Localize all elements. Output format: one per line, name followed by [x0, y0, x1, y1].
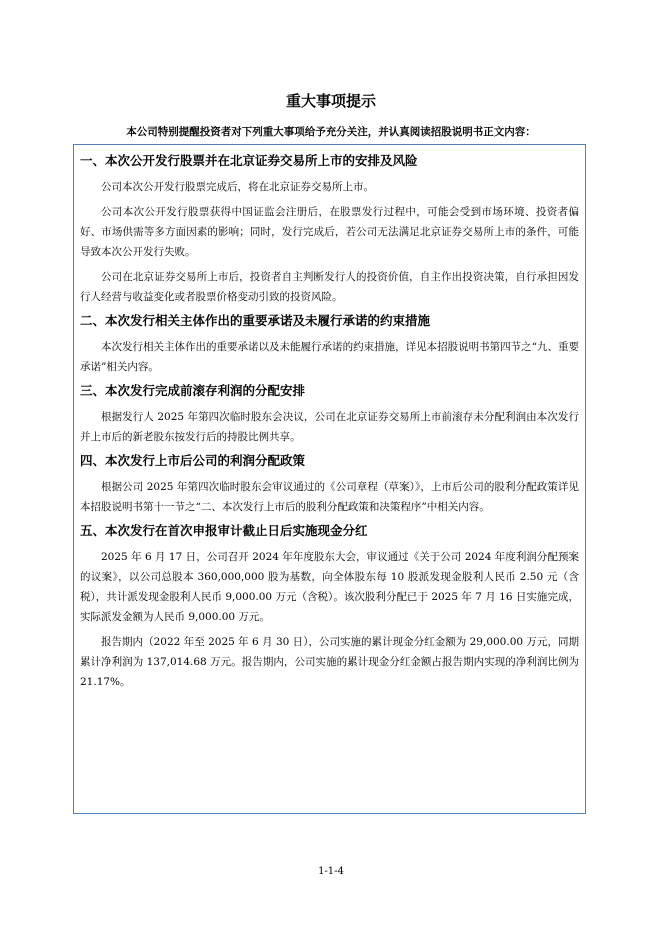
- section-heading: 一、本次公开发行股票并在北京证券交易所上市的安排及风险: [80, 153, 418, 168]
- page-title: 重大事项提示: [285, 92, 376, 110]
- page-number: 1-1-4: [318, 866, 344, 877]
- section-heading: 二、本次发行相关主体作出的重要承诺及未履行承诺的约束措施: [80, 313, 431, 328]
- section-heading: 三、本次发行完成前滚存利润的分配安排: [80, 383, 306, 398]
- section-4: [80, 452, 579, 517]
- section-heading: 五、本次发行在首次申报审计截止日后实施现金分红: [80, 523, 368, 538]
- paragraph: 根据公司 2025 年第四次临时股东会审议通过的《公司章程（草案）》，上市后公司的股利分配政策详见本招股说明书第十一节之“二、本次发行上市后的股利分配政策和决策程序”中相关内容。: [80, 481, 579, 513]
- paragraph: 公司在北京证券交易所上市后，投资者自主判断发行人的投资价值，自主作出投资决策，自行承担因发行人经营与收益变化或者股票价格变动引致的投资风险。: [80, 271, 579, 303]
- section-1: [80, 152, 579, 307]
- paragraph: 本次发行相关主体作出的重要承诺以及未能履行承诺的约束措施，详见本招股说明书第四节之“九、重要承诺”相关内容。: [80, 341, 579, 373]
- investor-notice: 本公司特别提醒投资者对下列重大事项给予充分关注，并认真阅读招股说明书正文内容：: [126, 126, 536, 138]
- section-3: [80, 382, 579, 447]
- paragraph: 根据发行人 2025 年第四次临时股东会决议，公司在北京证券交易所上市前滚存未分配利润由本次发行并上市后的新老股东按发行后的持股比例共享。: [80, 411, 579, 443]
- section-5: [80, 522, 579, 692]
- section-heading: 四、本次发行上市后公司的利润分配政策: [80, 453, 306, 468]
- major-matters-box: [73, 144, 586, 814]
- paragraph: 公司本次公开发行股票获得中国证监会注册后，在股票发行过程中，可能会受到市场环境、投资者偏好、市场供需等多方面因素的影响；同时，发行完成后，若公司无法满足北京证券交易所上市的条件，可能导致本次公开发行失败。: [80, 206, 579, 258]
- paragraph: 报告期内（2022 年至 2025 年 6 月 30 日），公司实施的累计现金分红金额为 29,000.00 万元，同期累计净利润为 137,014.68 万元。报告期内，公司实施的累计现金分红金额占报告期内实现的净利润比例为 21.17%。: [80, 636, 579, 688]
- section-2: [80, 312, 579, 377]
- paragraph: 2025 年 6 月 17 日，公司召开 2024 年年度股东大会，审议通过《关于公司 2024 年度利润分配预案的议案》，以公司总股本 360,000,000 股为基数，向全体股东每 10 股派发现金股利人民币 2.50 元（含税），共计派发现金股利人民币 9,000.00 万元（含税）。该次股利分配已于 2025 年 7 月 16 日实施完成，实际派发金额为人民币 9,000.00 万元。: [80, 551, 579, 623]
- paragraph: 公司本次公开发行股票完成后，将在北京证券交易所上市。: [101, 181, 374, 193]
